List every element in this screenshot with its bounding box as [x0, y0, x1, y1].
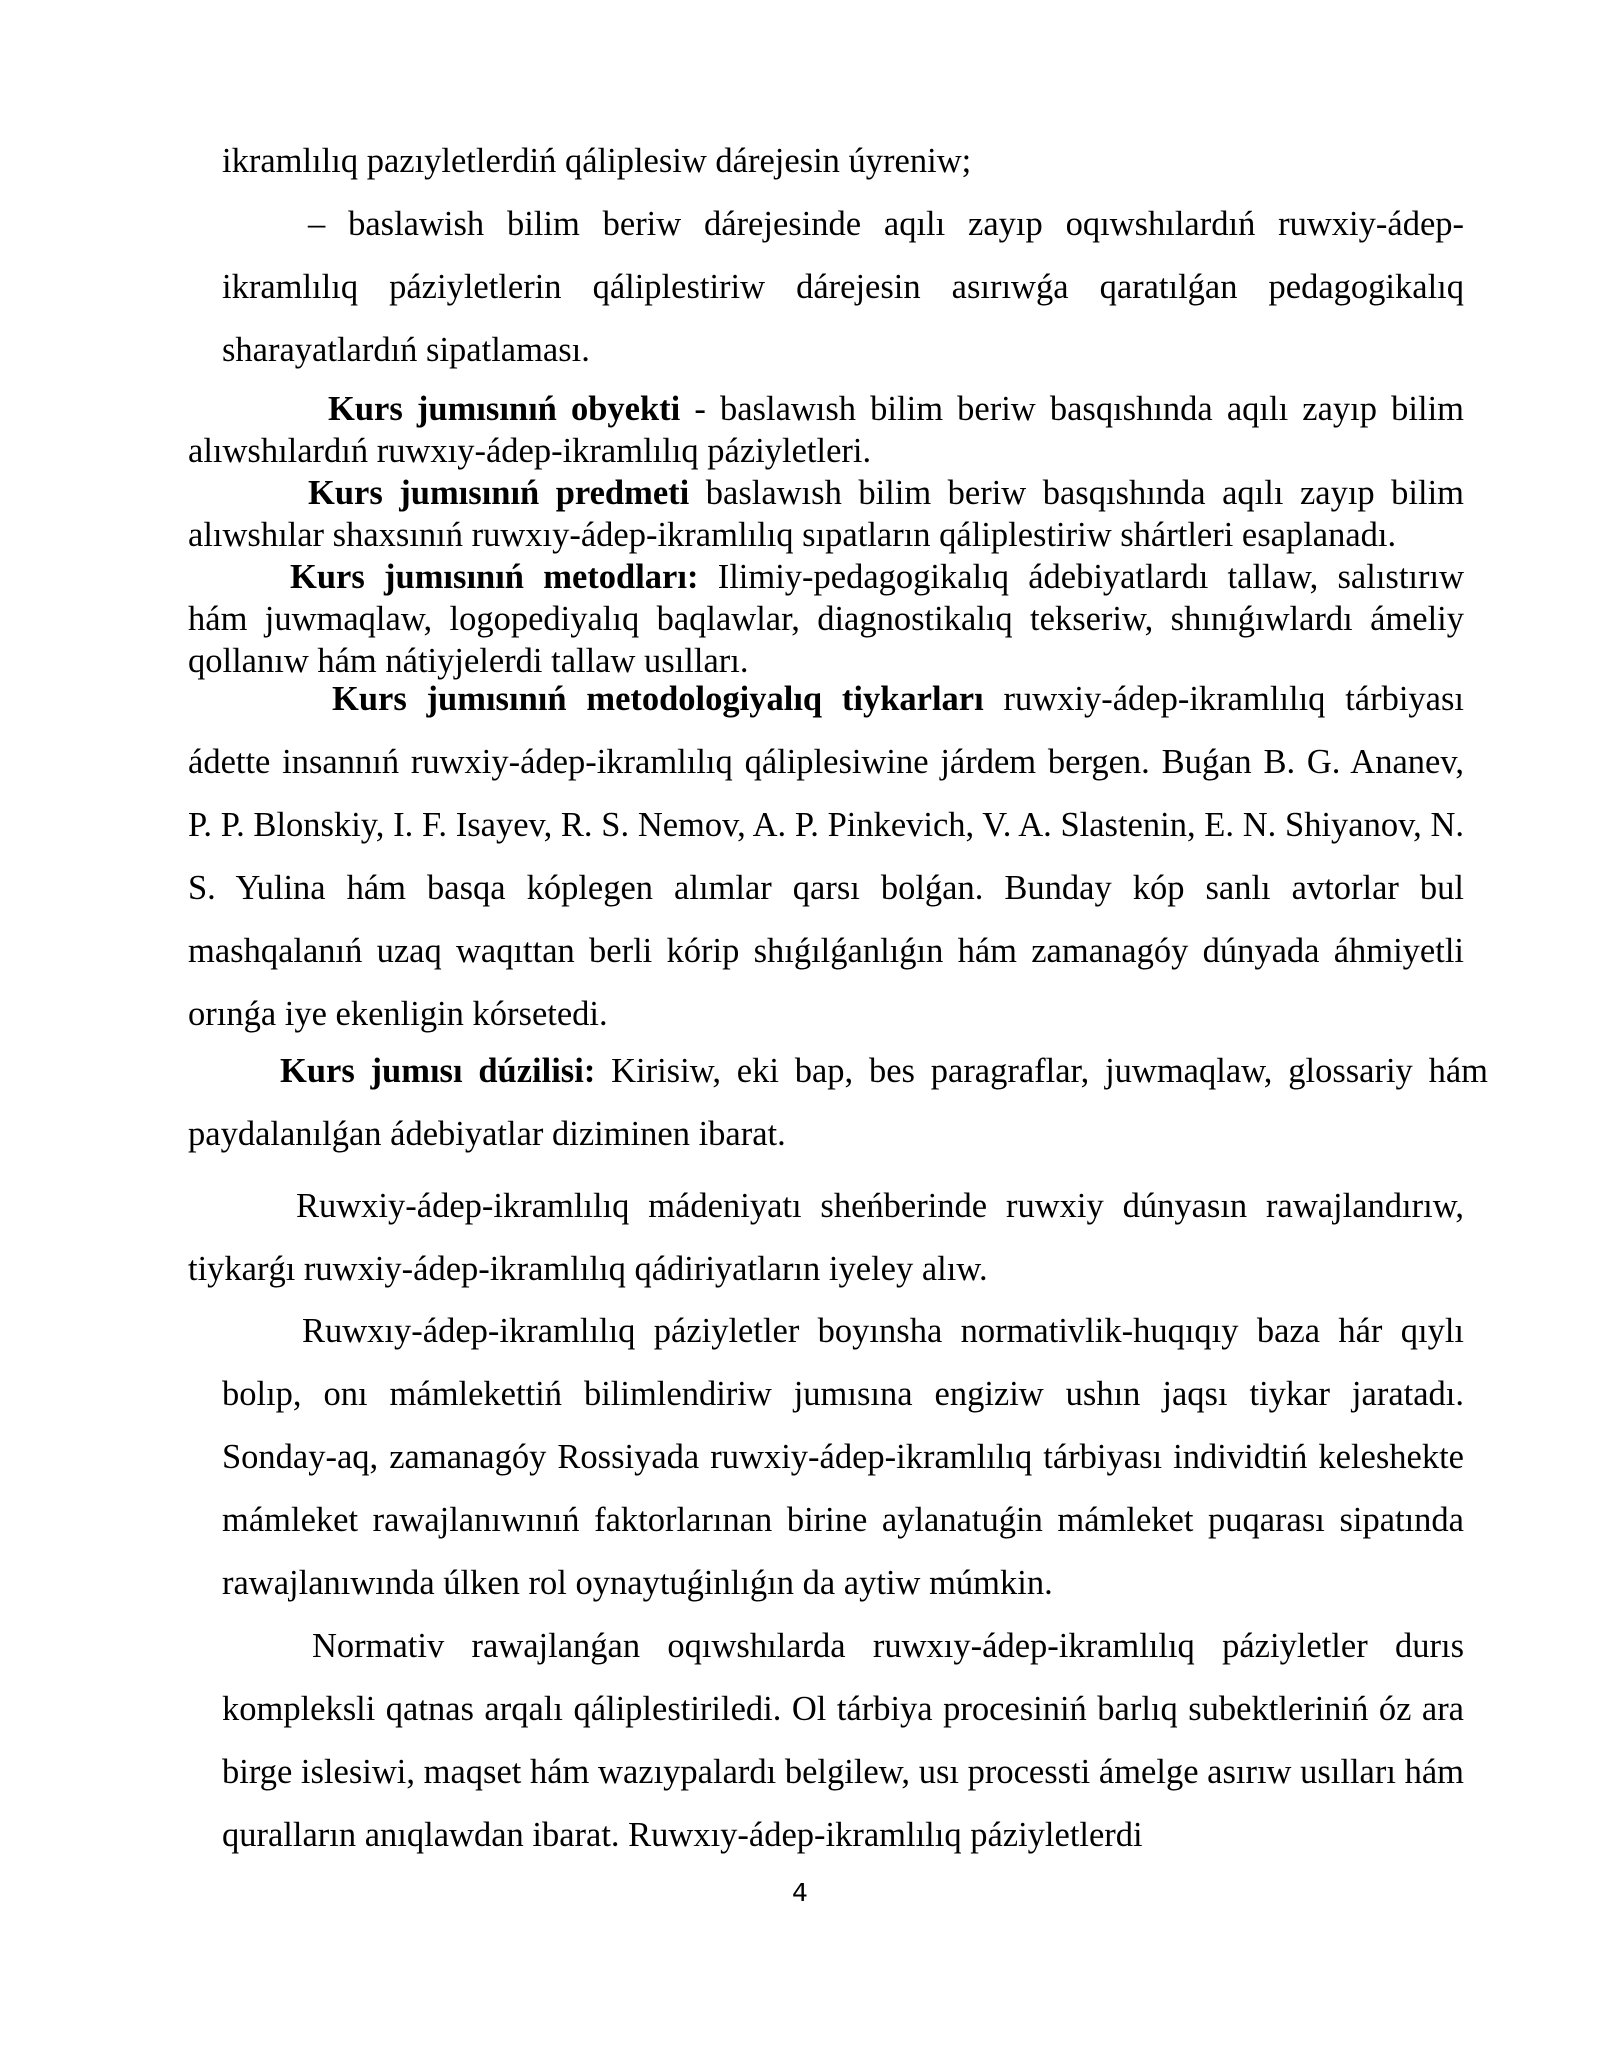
- paragraph-9: Ruwxıy-ádep-ikramlılıq páziyletler boyınsha normativlik-huqıqıy baza hár qıylı bolıp, onı mámlekettiń bilimlendiriw jumısına engiziw ushın jaqsı tiykar jaratadı. Sonday-aq, zamanagóy Rossiyada ruwxiy-ádep-ikramlılıq tárbiyası individtiń keleshekte mámleket rawajlanıwınıń faktorlarınan birine aylanatuǵin mámleket puqarası sipatında rawajlanıwında úlken rol oynaytuǵinlıǵın da aytiw múmkin.: [222, 1312, 1464, 1602]
- text-methods: Ilimiy-pedagogikalıq ádebiyatlardı tallaw, salıstırıw hám juwmaqlaw, logopediyalıq baqlawlar, diagnostikalıq tekseriw, shınıǵıwlardı ámeliy qollanıw hám nátiyjelerdi tallaw usılları.: [188, 558, 1464, 680]
- paragraph-methods: [188, 556, 1464, 682]
- heading-methodology: Kurs jumısınıń metodologiyalıq tiykarları: [332, 680, 984, 718]
- text-object: - baslawısh bilim beriw basqıshında aqılı zayıp bilim alıwshılardıń ruwxıy-ádep-ikramlılıq páziyletleri.: [188, 390, 1464, 470]
- page-number: 4: [792, 1878, 808, 1907]
- paragraph-subject: [188, 472, 1464, 556]
- paragraph-object: [188, 388, 1464, 472]
- heading-subject: Kurs jumısınıń predmeti: [308, 474, 690, 512]
- paragraph-10: Normativ rawajlanǵan oqıwshılarda ruwxıy-ádep-ikramlılıq páziyletler durıs kompleksli qatnas arqalı qáliplestiriledi. Ol tárbiya procesiniń barlıq subektleriniń óz ara birge islesiwi, maqset hám wazıypalardı belgilew, usı processti ámelge asırıw usılları hám quralların anıqlawdan ibarat. Ruwxıy-ádep-ikramlılıq páziyletlerdi: [222, 1627, 1464, 1854]
- text-structure: Kirisiw, eki bap, bes paragraflar, juwmaqlaw, glossariy hám paydalanılǵan ádebiyatlar diziminen ibarat.: [188, 1052, 1488, 1153]
- paragraph-structure: [188, 1040, 1488, 1166]
- text-subject: baslawısh bilim beriw basqıshında aqılı zayıp bilim alıwshılar shaxsınıń ruwxıy-ádep-ikramlılıq sıpatların qáliplestiriw shártleri esaplanadı.: [188, 474, 1464, 554]
- heading-methods: Kurs jumısınıń metodları:: [290, 558, 699, 596]
- paragraph-methodology: [188, 668, 1464, 1046]
- paragraph-2: – baslawish bilim beriw dárejesinde aqılı zayıp oqıwshılardıń ruwxiy-ádep-ikramlılıq páziyletlerin qáliplestiriw dárejesin asırıwǵa qaratılǵan pedagogikalıq sharayatlardıń sipatlaması.: [222, 205, 1464, 369]
- paragraph-1: ikramlılıq pazıyletlerdiń qáliplesiw dárejesin úyreniw;: [222, 142, 972, 180]
- paragraph-8: Ruwxiy-ádep-ikramlılıq mádeniyatı sheńberinde ruwxiy dúnyasın rawajlandırıw, tiykarǵı ruwxiy-ádep-ikramlılıq qádiriyatların iyeley alıw.: [188, 1187, 1464, 1288]
- heading-object: Kurs jumısınıń obyekti: [328, 390, 681, 428]
- heading-structure: Kurs jumısı dúzilisi:: [280, 1052, 596, 1090]
- text-methodology: ruwxiy-ádep-ikramlılıq tárbiyası ádette insannıń ruwxiy-ádep-ikramlılıq qáliplesiwine járdem bergen. Buǵan B. G. Ananev, P. P. Blonskiy, I. F. Isayev, R. S. Nemov, A. P. Pinkevich, V. A. Slastenin, E. N. Shiyanov, N. S. Yulina hám basqa kóplegen alımlar qarsı bolǵan. Bunday kóp sanlı avtorlar bul mashqalanıń uzaq waqıttan berli kórip shıǵılǵanlıǵın hám zamanagóy dúnyada áhmiyetli orınǵa iye ekenligin kórsetedi.: [188, 680, 1465, 1033]
